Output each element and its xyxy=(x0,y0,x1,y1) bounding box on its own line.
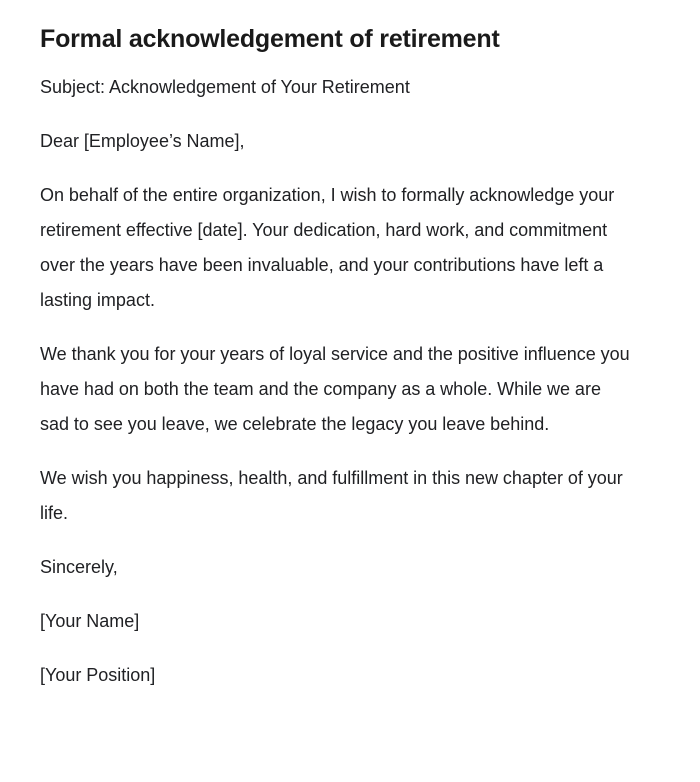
paragraph-subject-line: Subject: Acknowledgement of Your Retirement xyxy=(40,77,410,97)
paragraph-acknowledgement: On behalf of the entire organization, I wish to formally acknowledge your retirement effective [date]. Your dedication, hard work, and commitment over the years have been invaluable, and your contributions have left a lasting impact. xyxy=(40,185,615,310)
page-title: Formal acknowledgement of retirement xyxy=(40,25,500,53)
paragraph-well-wishes: We wish you happiness, health, and fulfillment in this new chapter of your life. xyxy=(40,468,623,523)
paragraph-thanks: We thank you for your years of loyal service and the positive influence you have had on both the team and the company as a whole. While we are sad to see you leave, we celebrate the legacy you leave behind. xyxy=(40,344,630,434)
signature-name-placeholder: [Your Name] xyxy=(40,611,140,631)
signature-position-placeholder: [Your Position] xyxy=(40,665,156,685)
paragraph-salutation: Dear [Employee’s Name], xyxy=(40,131,245,151)
paragraph-closing: Sincerely, xyxy=(40,557,118,577)
document-body xyxy=(40,70,632,693)
